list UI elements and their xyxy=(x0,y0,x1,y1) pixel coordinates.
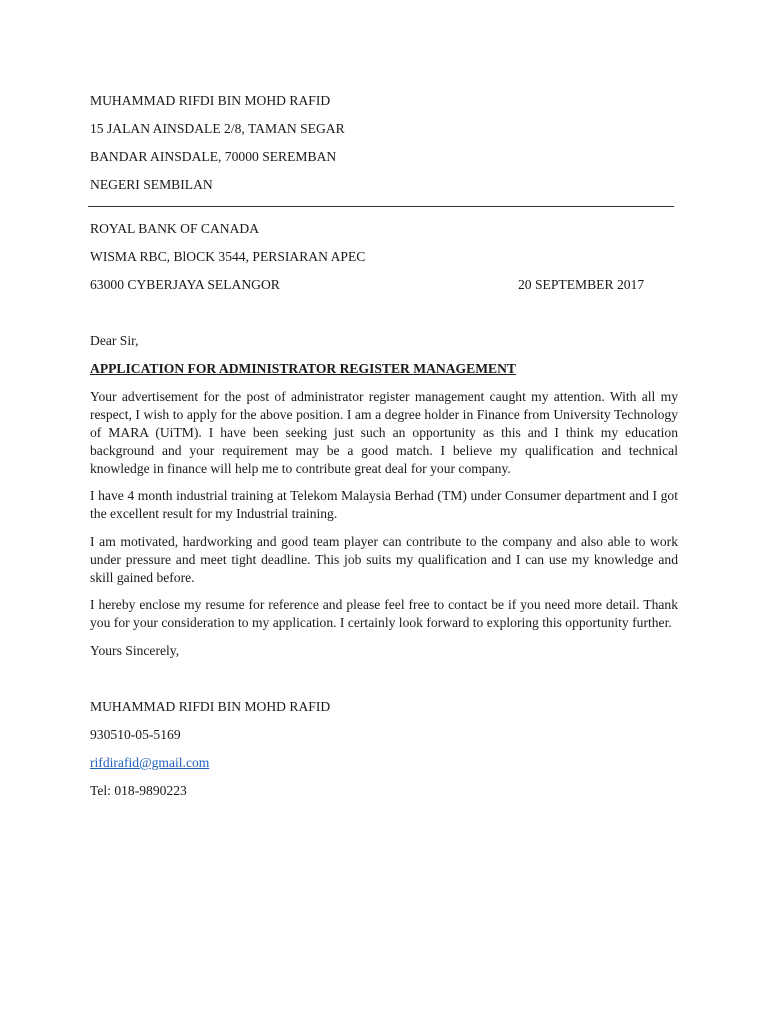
closing: Yours Sincerely, xyxy=(90,643,180,658)
signature-tel: Tel: 018-9890223 xyxy=(90,783,187,798)
sender-address-line-2: BANDAR AINSDALE, 70000 SEREMBAN xyxy=(90,149,337,164)
recipient-name: ROYAL BANK OF CANADA xyxy=(90,221,260,236)
letter-subject: APPLICATION FOR ADMINISTRATOR REGISTER MANAGEMENT xyxy=(90,361,516,376)
email-link[interactable]: rifdirafid@gmail.com xyxy=(90,755,210,770)
header-divider xyxy=(88,206,674,207)
signature-ic-number: 930510-05-5169 xyxy=(90,727,181,742)
sender-name: MUHAMMAD RIFDI BIN MOHD RAFID xyxy=(90,93,331,108)
sender-address-line-3: NEGERI SEMBILAN xyxy=(90,177,213,192)
letter-date: 20 SEPTEMBER 2017 xyxy=(518,277,645,292)
salutation: Dear Sir, xyxy=(90,333,139,348)
signature-name: MUHAMMAD RIFDI BIN MOHD RAFID xyxy=(90,699,331,714)
body-paragraph-4: I hereby enclose my resume for reference and please feel free to contact be if you need more detail. Thank you for your consideration to my application. I certainly look forward to exploring this opportunity further. xyxy=(90,597,678,630)
body-paragraph-1: Your advertisement for the post of administrator register management caught my attention. With all my respect, I wish to apply for the above position. I am a degree holder in Finance from University Technology of MARA (UiTM). I have been seeking just such an opportunity as this and I think my education background and your requirement may be a good match. I believe my qualification and technical knowledge in finance will help me to contribute great deal for your company. xyxy=(90,389,678,476)
sender-address-line-1: 15 JALAN AINSDALE 2/8, TAMAN SEGAR xyxy=(90,121,345,136)
body-paragraph-2: I have 4 month industrial training at Telekom Malaysia Berhad (TM) under Consumer department and I got the excellent result for my Industrial training. xyxy=(90,488,678,521)
recipient-address-line-1: WISMA RBC, BlOCK 3544, PERSIARAN APEC xyxy=(90,249,366,264)
recipient-address-line-2: 63000 CYBERJAYA SELANGOR xyxy=(90,277,280,292)
body-paragraph-3: I am motivated, hardworking and good team player can contribute to the company and also able to work under pressure and meet tight deadline. This job suits my qualification and I can use my knowledge and skill gained before. xyxy=(90,534,678,585)
